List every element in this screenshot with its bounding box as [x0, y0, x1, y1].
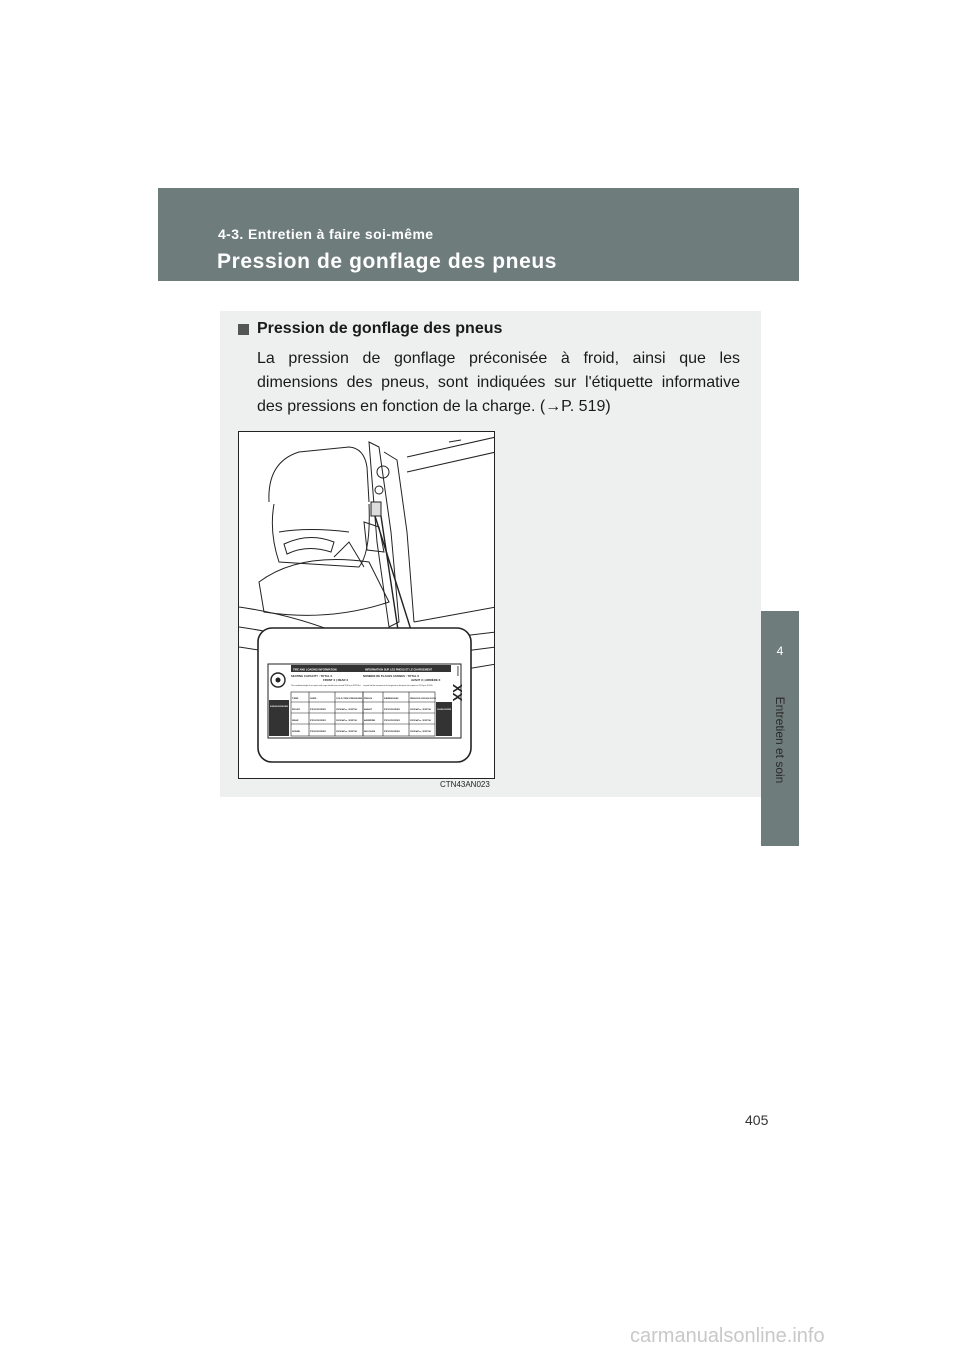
illustration-figure	[238, 431, 495, 779]
label-table-cell: XXXkPa, XXPSI	[410, 720, 432, 722]
label-table-cell: PXXX/XXRXX	[384, 731, 401, 733]
section-label: 4-3. Entretien à faire soi-même	[218, 226, 434, 242]
label-seating-fr: NOMBRE DE PLACES ASSISES : TOTAL X	[363, 674, 420, 678]
body-paragraph: La pression de gonflage préconisée à froid, ainsi que les dimensions des pneus, sont indiquées sur l'étiquette informative des pressions en fonction de la charge. (→P. 519)	[257, 350, 740, 415]
door-pillar-illustration	[239, 432, 495, 779]
label-table-cell: PXXX/XXRXX	[310, 720, 327, 722]
label-weight-fr: Le poids total des occupants et du chargement ne doit jamais être supérieur à XXX kg ou XXXX lb.	[363, 685, 454, 687]
square-bullet-icon	[238, 324, 249, 335]
label-column-header: TIRE	[292, 698, 300, 700]
chapter-label: Entretien et soin	[773, 696, 787, 784]
label-table-cell: SPARE	[292, 731, 300, 733]
label-column-header: PNEUS	[364, 698, 373, 700]
label-table-cell: PXXX/XXRXX	[384, 720, 401, 722]
label-table-cell: XXXkPa, XXPSI	[336, 709, 358, 711]
label-table-cell: AVANT	[364, 709, 372, 711]
chapter-number: 4	[776, 644, 784, 658]
label-title-en: TIRE AND LOADING INFORMATION	[293, 668, 337, 672]
label-side-code: XX	[450, 684, 465, 702]
label-table-cell: XXXkPa, XXPSI	[410, 709, 432, 711]
watermark: carmanualsonline.info	[630, 1325, 825, 1347]
label-table-cell: PXXX/XXRXX	[384, 709, 401, 711]
label-table-cell: SECOURS	[364, 731, 376, 733]
label-front-rear-fr: AVANT X | ARRIÈRE X	[411, 678, 441, 682]
label-front-rear-en: FRONT X | REAR X	[323, 678, 349, 682]
label-column-header: PRESSION DE GONFLAGE À FROID	[410, 698, 448, 700]
label-column-header: SIZE	[310, 698, 318, 700]
label-table-cell: REAR	[292, 720, 299, 722]
label-table-cell: FRONT	[292, 709, 301, 711]
label-table-cell: XXXkPa, XXPSI	[336, 731, 358, 733]
label-seating-en: SEATING CAPACITY : TOTAL X	[291, 674, 333, 678]
label-table-cell: XXXkPa, XXPSI	[410, 731, 432, 733]
label-title-fr: INFORMATION SUR LES PNEUS ET LE CHARGEMENT	[365, 668, 433, 672]
label-side-small: XXXXX	[456, 666, 460, 677]
label-table-cell: PXXX/XXRXX	[310, 709, 327, 711]
label-table-cell: XXXkPa, XXPSI	[336, 720, 358, 722]
bullet-heading	[238, 320, 502, 338]
figure-code: CTN43AN023	[440, 780, 490, 789]
label-weight-en: The combined weight of occupants and cargo should never exceed XXX kg or XXXX lbs.	[291, 685, 373, 687]
page-number: 405	[745, 1112, 769, 1128]
page-title: Pression de gonflage des pneus	[217, 250, 558, 273]
bullet-heading-text: Pression de gonflage des pneus	[257, 320, 503, 337]
label-column-header: COLD TIRE PRESSURE	[336, 698, 363, 700]
label-column-header: DIMENSION	[384, 698, 399, 700]
label-table-cell: PXXX/XXRXX	[310, 731, 327, 733]
label-table-cell: ARRIÈRE	[364, 720, 374, 722]
